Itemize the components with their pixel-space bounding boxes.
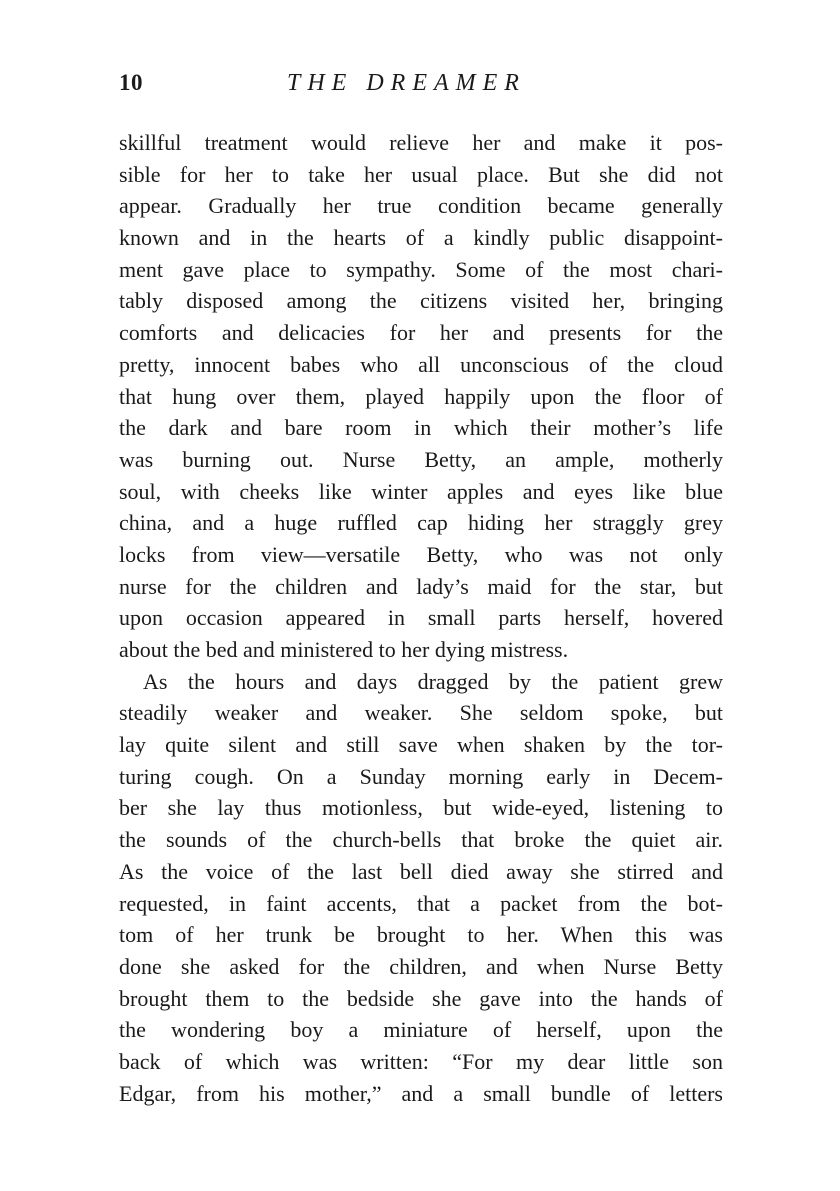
text-line: ment gave place to sympathy. Some of the most chari- (119, 256, 723, 282)
body-text (119, 127, 723, 1109)
running-title: THE DREAMER (287, 70, 526, 96)
text-line: turing cough. On a Sunday morning early in Decem- (119, 763, 723, 789)
page-number: 10 (119, 70, 143, 95)
text-line: back of which was written: “For my dear little son (119, 1048, 723, 1074)
text-line: tom of her trunk be brought to her. When this was (119, 922, 723, 948)
text-line: lay quite silent and still save when shaken by the tor- (119, 732, 723, 758)
text-line: locks from view—versatile Betty, who was not only (119, 541, 723, 567)
text-line: ber she lay thus motionless, but wide-eyed, listening to (119, 795, 723, 821)
text-line: skillful treatment would relieve her and make it pos- (119, 130, 723, 155)
text-line: the wondering boy a miniature of herself, upon the (119, 1017, 723, 1043)
running-head (119, 70, 723, 104)
text-line: comforts and delicacies for her and presents for the (119, 320, 723, 346)
text-line: known and in the hearts of a kindly public disappoint- (119, 225, 723, 251)
text-line: requested, in faint accents, that a packet from the bot- (119, 890, 723, 916)
text-line: steadily weaker and weaker. She seldom spoke, but (119, 700, 723, 726)
text-line: Edgar, from his mother,” and a small bundle of letters (119, 1080, 723, 1106)
text-line: tably disposed among the citizens visited her, bringing (119, 288, 723, 314)
text-line: sible for her to take her usual place. But she did not (119, 161, 723, 187)
text-line: As the hours and days dragged by the patient grew (143, 668, 723, 694)
text-line: china, and a huge ruffled cap hiding her straggly grey (119, 510, 723, 536)
text-line: done she asked for the children, and when Nurse Betty (119, 953, 723, 979)
text-line: As the voice of the last bell died away she stirred and (119, 858, 723, 884)
text-line: was burning out. Nurse Betty, an ample, motherly (119, 446, 723, 472)
text-line: upon occasion appeared in small parts herself, hovered (119, 605, 723, 631)
text-line: soul, with cheeks like winter apples and eyes like blue (119, 478, 723, 504)
text-line: that hung over them, played happily upon the floor of (119, 383, 723, 409)
text-line: appear. Gradually her true condition became generally (119, 193, 723, 219)
text-line: nurse for the children and lady’s maid for the star, but (119, 573, 723, 599)
text-line: the dark and bare room in which their mother’s life (119, 415, 723, 441)
text-line: brought them to the bedside she gave into the hands of (119, 985, 723, 1011)
text-line: about the bed and ministered to her dying mistress. (119, 637, 569, 662)
text-line: pretty, innocent babes who all unconscious of the cloud (119, 351, 723, 377)
text-line: the sounds of the church-bells that broke the quiet air. (119, 827, 723, 853)
